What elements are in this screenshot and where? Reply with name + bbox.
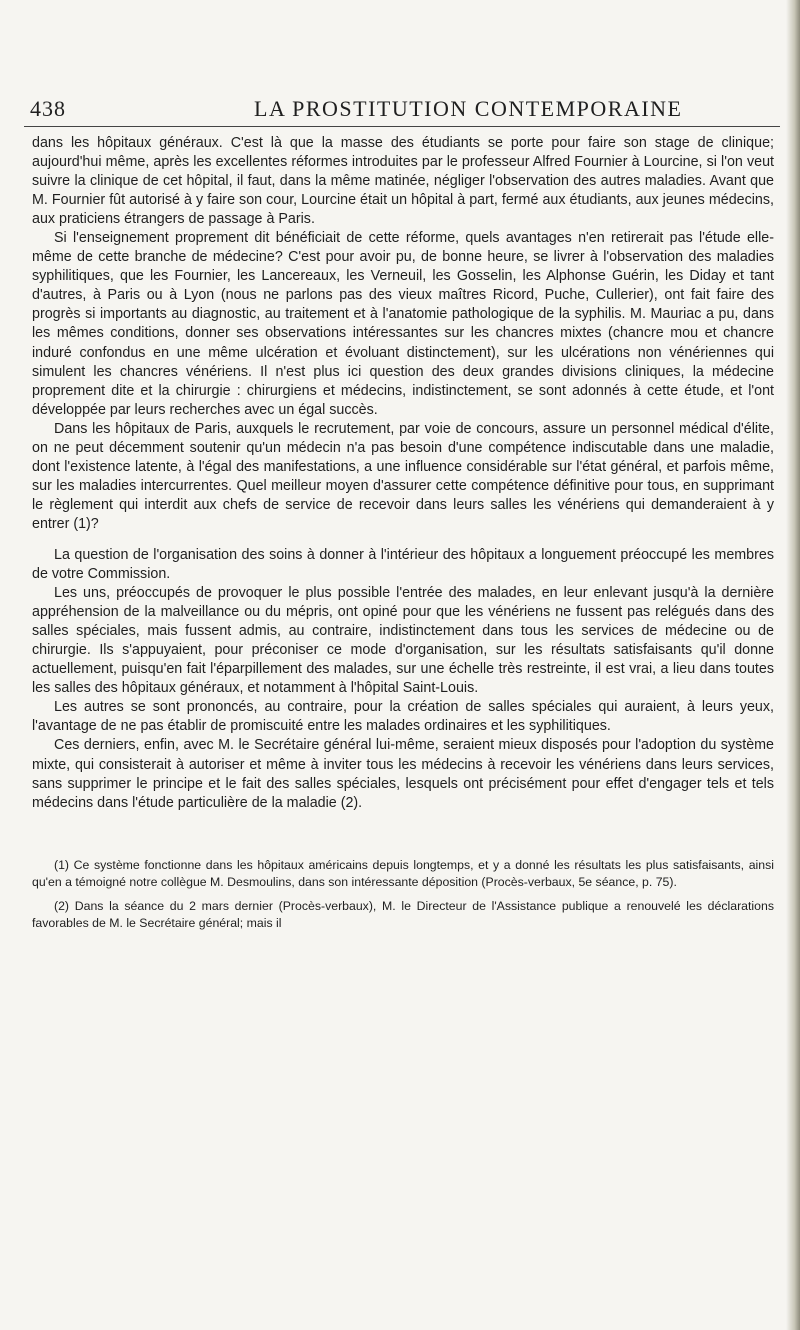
page-header (24, 96, 780, 128)
page-edge-shadow (786, 0, 800, 1330)
paragraph: Les autres se sont prononcés, au contraire, pour la création de salles spéciales qui auraient, à leurs yeux, l'avantage de ne pas établir de promiscuité entre les malades ordinaires et les syphilitiques. (32, 699, 774, 735)
paragraph-continuation: dans les hôpitaux généraux. C'est là que la masse des étudiants se porte pour faire son stage de clinique; aujourd'hui même, après les excellentes réformes introduites par le professeur Alfred Fournier à Lourcine, si l'on veut suivre la clinique de cet hôpital, il faut, dans la même matinée, négliger l'observation des autres maladies. Avant que M. Fournier fût autorisé à y faire son cour, Lourcine était un hôpital à part, fermé aux étudiants, aux jeunes médecins, aux praticiens étrangers de passage à Paris. (32, 135, 774, 228)
footnote-2: (2) Dans la séance du 2 mars dernier (Procès-verbaux), M. le Directeur de l'Assistance publique a renouvelé les déclarations favorables de M. le Secrétaire général; mais il (32, 899, 774, 930)
footnote-1: (1) Ce système fonctionne dans les hôpitaux américains depuis longtemps, et y a donné les résultats les plus satisfaisants, ainsi qu'en a témoigné notre collègue M. Desmoulins, dans son intéressante déposition (Procès-verbaux, 5e séance, p. 75). (32, 858, 774, 889)
paragraph: La question de l'organisation des soins à donner à l'intérieur des hôpitaux a longuement préoccupé les membres de votre Commission. (32, 546, 774, 583)
page-number: 438 (30, 96, 66, 121)
header-rule (24, 126, 780, 127)
paragraph: Les uns, préoccupés de provoquer le plus possible l'entrée des malades, en leur enlevant jusqu'à la dernière appréhension de la malveillance ou du mépris, ont opiné pour que les vénériens ne fussent pas relégués dans des salles spéciales, mais fussent admis, au contraire, indistinctement dans tous les services de médecine ou de chirurgie. Ils s'appuyaient, pour préconiser ce mode d'organisation, sur les résultats satisfaisants qu'il donne actuellement, puisqu'en fait l'éparpillement des malades, sur une échelle très restreinte, il est vrai, a lieu dans toutes les salles des hôpitaux généraux, et notamment à l'hôpital Saint-Louis. (32, 585, 774, 697)
paragraph: Ces derniers, enfin, avec M. le Secrétaire général lui-même, seraient mieux disposés pour l'adoption du système mixte, qui consisterait à autoriser et même à inviter tous les médecins à recevoir les vénériens dans leurs services, sans supprimer le principe et le fait des salles spéciales, lesquels ont précisément pour effet d'engager tels et tels médecins dans l'étude particulière de la maladie (2). (32, 737, 774, 811)
paragraph-gap (32, 534, 774, 546)
body-text (32, 134, 774, 813)
paragraph: Si l'enseignement proprement dit bénéficiait de cette réforme, quels avantages n'en retirerait pas l'étude elle-même de cette branche de médecine? C'est pour avoir pu, de bonne heure, se livrer à l'observation des maladies syphilitiques, que les Fournier, les Lancereaux, les Verneuil, les Gosselin, les Alphonse Guérin, les Diday et tant d'autres, à Paris ou à Lyon (nous ne parlons pas des vieux maîtres Ricord, Puche, Cullerier), ont fait faire des progrès si importants au diagnostic, au traitement et à l'anatomie pathologique de la syphilis. M. Mauriac a pu, dans les mêmes conditions, donner ses observations intéressantes sur les chancres mixtes (chancre mou et chancre induré confondus en une même ulcération et évoluant distinctement), sur les ulcérations non vénériennes qui simulent les chancres vénériens. Il n'est plus ici question des deux grandes divisions cliniques, la médecine proprement dite et la chirurgie : chirurgiens et médecins, indistinctement, se sont adonnés à cette étude, et l'ont développée par leurs recherches avec un égal succès. (32, 230, 774, 418)
running-title: LA PROSTITUTION CONTEMPORAINE (254, 96, 683, 121)
paragraph: Dans les hôpitaux de Paris, auxquels le recrutement, par voie de concours, assure un personnel médical d'élite, on ne peut décemment soutenir qu'un médecin n'a pas besoin d'une compétence indiscutable dans une maladie, dont l'existence latente, à l'égal des manifestations, a une influence considérable sur l'état général, et parfois même, sur les maladies intercurrentes. Quel meilleur moyen d'assurer cette compétence définitive pour tous, en supprimant le règlement qui interdit aux chefs de service de recevoir dans leurs salles les vénériens qui demanderaient à y entrer (1)? (32, 420, 774, 532)
footnotes (32, 857, 774, 939)
